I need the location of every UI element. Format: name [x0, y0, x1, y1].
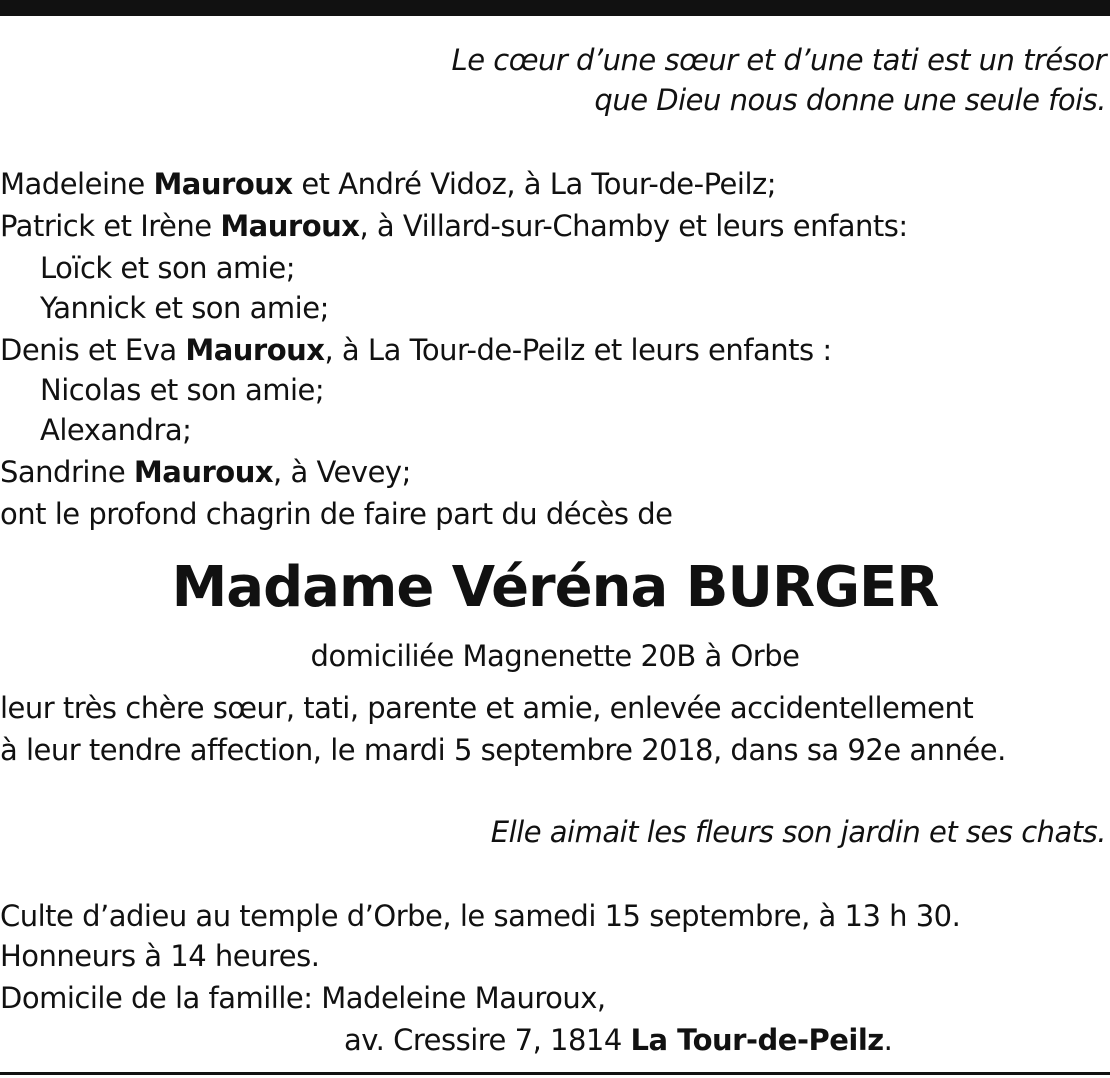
- quote: Elle aimait les fleurs son jardin et ses chats.: [490, 815, 1106, 849]
- text: et André Vidoz, à La Tour-de-Peilz;: [292, 167, 776, 201]
- surname: Mauroux: [133, 455, 274, 489]
- ceremony-line-2: Honneurs à 14 heures.: [0, 939, 320, 973]
- family-line-7: Alexandra;: [40, 413, 192, 447]
- family-line-6: Nicolas et son amie;: [40, 373, 325, 407]
- epigraph-line-2: que Dieu nous donne une seule fois.: [594, 83, 1106, 117]
- ceremony-line-4: [344, 1020, 892, 1060]
- family-line-8: [0, 452, 411, 492]
- surname: Mauroux: [185, 333, 325, 367]
- text: , à Villard-sur-Chamby et leurs enfants:: [359, 209, 908, 243]
- deceased-name: Madame Véréna BURGER: [171, 555, 939, 620]
- family-line-9: ont le profond chagrin de faire part du décès de: [0, 497, 673, 531]
- text: av. Cressire 7, 1814: [344, 1023, 631, 1057]
- ceremony-line-1: Culte d’adieu au temple d’Orbe, le samedi 15 septembre, à 13 h 30.: [0, 899, 961, 933]
- text: .: [883, 1023, 893, 1057]
- deceased-desc-2: à leur tendre affection, le mardi 5 septembre 2018, dans sa 92e année.: [0, 733, 1006, 767]
- family-line-4: Yannick et son amie;: [40, 291, 329, 325]
- surname: Mauroux: [153, 167, 293, 201]
- ceremony-line-3: Domicile de la famille: Madeleine Mauroux,: [0, 981, 606, 1015]
- family-line-3: Loïck et son amie;: [40, 251, 295, 285]
- text: Denis et Eva: [0, 333, 186, 367]
- text: , à La Tour-de-Peilz et leurs enfants :: [324, 333, 832, 367]
- text: Patrick et Irène: [0, 209, 221, 243]
- deceased-residence: domiciliée Magnenette 20B à Orbe: [310, 639, 800, 673]
- text: , à Vevey;: [273, 455, 411, 489]
- family-line-5: [0, 330, 832, 370]
- top-rule: [0, 0, 1110, 16]
- family-line-2: [0, 206, 908, 246]
- town: La Tour-de-Peilz: [630, 1023, 884, 1057]
- deceased-desc-1: leur très chère sœur, tati, parente et amie, enlevée accidentellement: [0, 691, 974, 725]
- surname: Mauroux: [220, 209, 360, 243]
- family-line-1: [0, 164, 776, 204]
- text: Sandrine: [0, 455, 134, 489]
- bottom-rule: [0, 1072, 1110, 1075]
- epigraph-line-1: Le cœur d’une sœur et d’une tati est un trésor: [451, 43, 1106, 77]
- text: Madeleine: [0, 167, 154, 201]
